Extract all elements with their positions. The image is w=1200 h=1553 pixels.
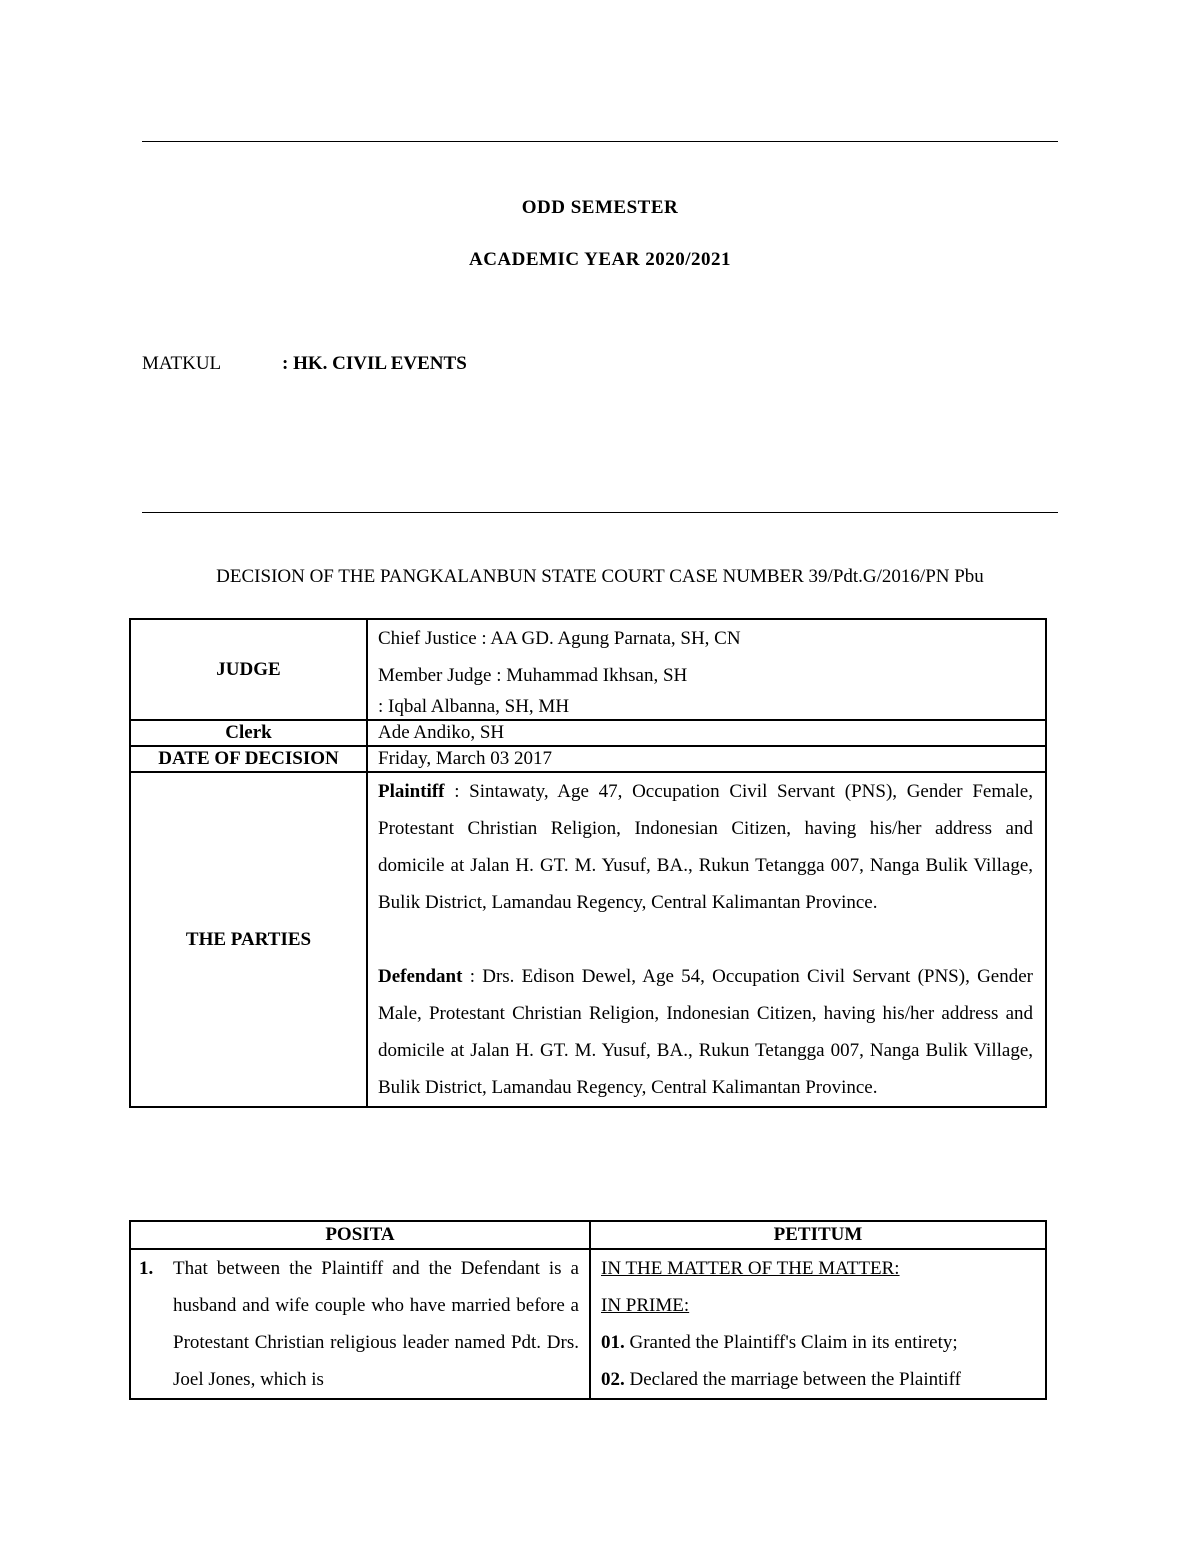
parties-spacer bbox=[378, 921, 1033, 958]
date-row bbox=[130, 746, 1046, 772]
petitum-item-text: Granted the Plaintiff's Claim in its entirety; bbox=[624, 1332, 958, 1353]
petitum-heading-prime: IN PRIME: bbox=[601, 1295, 690, 1316]
clerk-row bbox=[130, 720, 1046, 746]
posita-petitum-table bbox=[129, 1220, 1047, 1400]
petitum-header: PETITUM bbox=[590, 1221, 1046, 1249]
petitum-item-text: Declared the marriage between the Plaintiff bbox=[624, 1369, 961, 1390]
plaintiff-label: Plaintiff bbox=[378, 781, 445, 802]
petitum-item-number: 02. bbox=[601, 1369, 625, 1390]
petitum-item bbox=[601, 1324, 1041, 1361]
petitum-item bbox=[601, 1361, 1041, 1398]
defendant-label: Defendant bbox=[378, 966, 463, 987]
member-judge-line: Member Judge : Muhammad Ikhsan, SH bbox=[378, 665, 688, 686]
defendant-paragraph bbox=[378, 958, 1033, 1106]
pp-body-row bbox=[130, 1249, 1046, 1399]
chief-justice-line: Chief Justice : AA GD. Agung Parnata, SH, CN bbox=[378, 628, 741, 649]
judge-value bbox=[367, 619, 1046, 720]
middle-rule bbox=[142, 512, 1058, 513]
petitum-item-number: 01. bbox=[601, 1332, 625, 1353]
decision-title: DECISION OF THE PANGKALANBUN STATE COURT CASE NUMBER 39/Pdt.G/2016/PN Pbu bbox=[216, 566, 984, 587]
date-label: DATE OF DECISION bbox=[130, 746, 367, 772]
member-judge-2-line: : Iqbal Albanna, SH, MH bbox=[378, 696, 570, 717]
defendant-text: : Drs. Edison Dewel, Age 54, Occupation Civil Servant (PNS), Gender Male, Protestant Christian Religion, Indonesian Citizen, having his/her address and domicile at Jalan H. GT. M. Yusuf, BA., Rukun Tetangga 007, Nanga Bulik Village, Bulik District, Lamandau Regency, Central Kalimantan Province. bbox=[378, 966, 1033, 1098]
petitum-column bbox=[590, 1249, 1046, 1399]
posita-header: POSITA bbox=[130, 1221, 590, 1249]
matkul-label: MATKUL bbox=[142, 353, 222, 374]
academic-year-title: ACADEMIC YEAR 2020/2021 bbox=[468, 249, 732, 270]
parties-label: THE PARTIES bbox=[130, 772, 367, 1107]
posita-item-number: 1. bbox=[139, 1258, 154, 1279]
judge-row bbox=[130, 619, 1046, 720]
matkul-value: : HK. CIVIL EVENTS bbox=[282, 353, 467, 374]
top-rule bbox=[142, 141, 1058, 142]
semester-title: ODD SEMESTER bbox=[521, 197, 679, 218]
parties-row bbox=[130, 772, 1046, 1107]
judge-label: JUDGE bbox=[130, 619, 367, 720]
clerk-value: Ade Andiko, SH bbox=[367, 720, 1046, 746]
posita-item bbox=[130, 1249, 590, 1399]
posita-item-text: That between the Plaintiff and the Defendant is a husband and wife couple who have married before a Protestant Christian religious leader named Pdt. Drs. Joel Jones, which is bbox=[173, 1258, 579, 1390]
pp-header-row bbox=[130, 1221, 1046, 1249]
plaintiff-text: : Sintawaty, Age 47, Occupation Civil Servant (PNS), Gender Female, Protestant Christian Religion, Indonesian Citizen, having his/her address and domicile at Jalan H. GT. M. Yusuf, BA., Rukun Tetangga 007, Nanga Bulik Village, Bulik District, Lamandau Regency, Central Kalimantan Province. bbox=[378, 781, 1033, 913]
petitum-heading-matter: IN THE MATTER OF THE MATTER: bbox=[601, 1258, 900, 1279]
date-value: Friday, March 03 2017 bbox=[367, 746, 1046, 772]
parties-value bbox=[367, 772, 1046, 1107]
clerk-label: Clerk bbox=[130, 720, 367, 746]
case-info-table bbox=[129, 618, 1047, 1108]
matkul-line bbox=[142, 353, 467, 375]
plaintiff-paragraph bbox=[378, 773, 1033, 921]
